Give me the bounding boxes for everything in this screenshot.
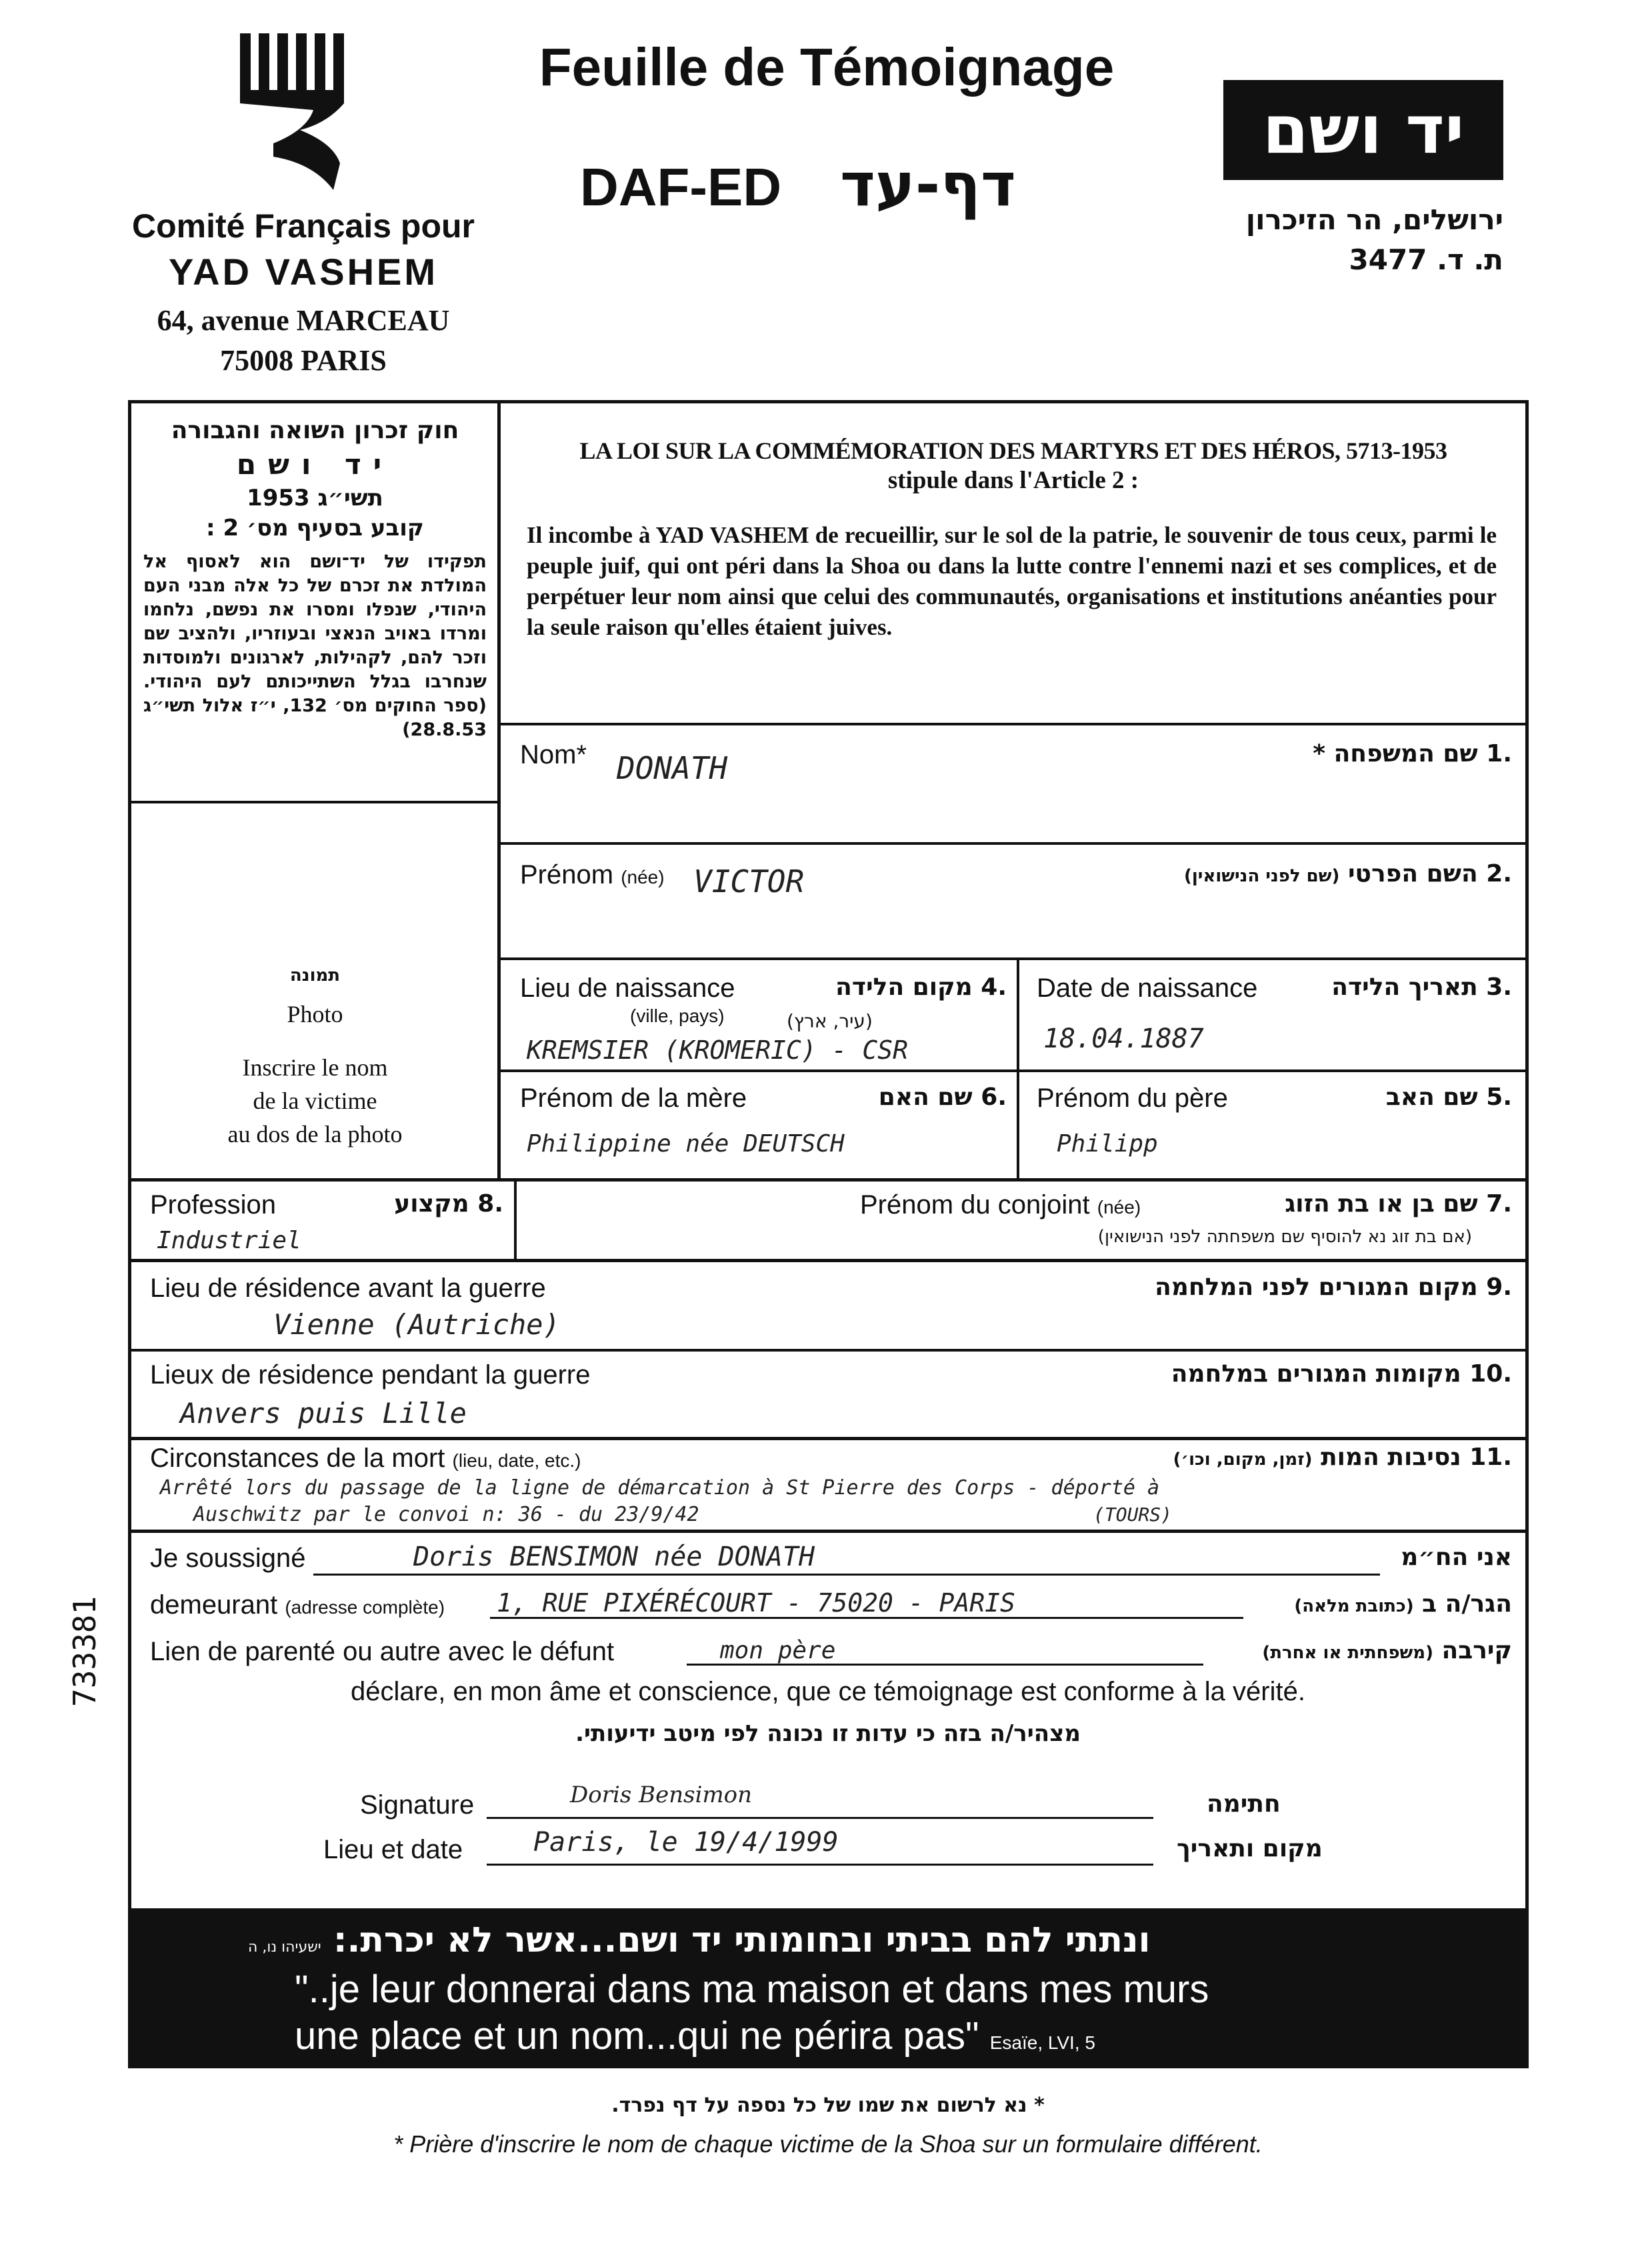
date-naissance-label: Date de naissance (1037, 973, 1258, 1003)
law-french-title: LA LOI SUR LA COMMÉMORATION DES MARTYRS ET DES HÉROS, 5713-1953 (579, 437, 1447, 464)
profession-value[interactable]: Industriel (157, 1227, 301, 1254)
photo-hebrew: תמונה (289, 965, 341, 985)
law-french-body: Il incombe à YAD VASHEM de recueillir, sur le sol de la patrie, le souvenir de tous ceux, parmi le peuple juif, qui ont péri dans la Shoa ou dans la lutte contre l'ennemi nazi et ses complices, et de perpétuer leur nom ainsi que celui des communautés, organisations et institutions anéanties pour la seule raison qu'elles étaient juives. (527, 522, 1497, 640)
banner-hebrew: ונתתי להם בביתי ובחומותי יד ושם...אשר לא יכרת.: ישעיהו נו, ה (248, 1920, 1151, 1960)
po-box: ת. ד. 3477 (1349, 243, 1503, 276)
law-hebrew-article: קובע בסעיף מס׳ 2 : (206, 515, 424, 541)
prenom-label: Prénom (née) (520, 860, 665, 889)
date-naissance-value[interactable]: 18.04.1887 (1043, 1023, 1204, 1054)
lien-hebrew: קירבה (משפחתית או אחרת) (1262, 1637, 1512, 1664)
lieu-date-label: Lieu et date (323, 1835, 463, 1864)
lieu-naissance-value[interactable]: KREMSIER (KROMERIC) - CSR (527, 1035, 908, 1065)
soussigne-value[interactable]: Doris BENSIMON née DONATH (413, 1542, 815, 1572)
photo-label: Photo (287, 1001, 343, 1027)
soussigne-hebrew: אני הח״מ (1401, 1544, 1512, 1571)
profession-label: Profession (150, 1190, 276, 1220)
page-title: Feuille de Témoignage (539, 37, 1115, 97)
lieu-naissance-label: Lieu de naissance (520, 973, 735, 1003)
yad-vashem-label: YAD VASHEM (168, 251, 439, 293)
prenom-value[interactable]: VICTOR (693, 863, 805, 899)
committee-label: Comité Français pour (132, 207, 475, 245)
law-hebrew-title: חוק זכרון השואה והגבורה (171, 417, 459, 444)
photo-instruction-3: au dos de la photo (227, 1121, 403, 1148)
pere-value[interactable]: Philipp (1057, 1130, 1158, 1158)
jerusalem-address: ירושלים, הר הזיכרון (1245, 203, 1503, 236)
declaration-text: déclare, en mon âme et conscience, que ce témoignage est conforme à la vérité. (351, 1677, 1305, 1706)
law-hebrew-year: תשי״ג 1953 (247, 485, 383, 511)
prenom-hebrew: .2 השם הפרטי (שם לפני הנישואין) (1183, 860, 1512, 887)
footer-hebrew-note: * נא לרשום את שמו של כל נספה על דף נפרד. (611, 2094, 1045, 2117)
mere-label: Prénom de la mère (520, 1083, 747, 1113)
signature-hebrew: חתימה (1207, 1790, 1281, 1818)
lieu-date-value[interactable]: Paris, le 19/4/1999 (533, 1827, 839, 1858)
residence-pendant-label: Lieux de résidence pendant la guerre (150, 1360, 591, 1390)
demeurant-value[interactable]: 1, RUE PIXÉRÉCOURT - 75020 - PARIS (497, 1588, 1015, 1618)
lieu-date-hebrew: מקום ותאריך (1177, 1835, 1323, 1862)
nom-label: Nom* (520, 740, 587, 769)
address-line-1: 64, avenue MARCEAU (157, 304, 450, 337)
residence-avant-value[interactable]: Vienne (Autriche) (273, 1308, 560, 1341)
footer-french-note: * Prière d'inscrire le nom de chaque victime de la Shoa sur un formulaire différent. (393, 2130, 1263, 2158)
law-hebrew-body: תפקידו של יד־ושם הוא לאסוף אל המולדת את זכרם של כל אלה מבני העם היהודי, שנפלו ומסרו את נפשם, נלחמו ומרדו באויב הנאצי ובעוזריו, ולהציב שם וזכר להם, לקהילות, לארגונים ולמוסדות שנחרבו בגלל השתייכותם לעם היהודי. (ספר החוקים מס׳ 132, י״ז אלול תשי״ג 28.8.53) (143, 551, 487, 740)
residence-avant-label: Lieu de résidence avant la guerre (150, 1274, 546, 1303)
demeurant-label: demeurant (adresse complète) (150, 1590, 445, 1620)
residence-pendant-hebrew: .10 מקומות המגורים במלחמה (1171, 1360, 1512, 1388)
mere-hebrew: .6 שם האם (878, 1083, 1007, 1111)
residence-pendant-value[interactable]: Anvers puis Lille (180, 1397, 467, 1430)
law-french-subtitle: stipule dans l'Article 2 : (887, 467, 1139, 494)
archive-stamp: 733381 (67, 1596, 103, 1707)
photo-instruction-1: Inscrire le nom (242, 1054, 388, 1081)
nom-hebrew: .1 שם המשפחה * (1313, 740, 1512, 767)
lieu-naissance-note: (ville, pays) (630, 1005, 725, 1026)
circonstances-hebrew: .11 נסיבות המות (זמן, מקום, וכו׳) (1173, 1444, 1512, 1471)
profession-hebrew: .8 מקצוע (394, 1190, 503, 1218)
soussigne-label: Je soussigné (150, 1544, 306, 1573)
law-hebrew-yad-vashem: יד ושם (236, 448, 394, 481)
lieu-naissance-hebrew: .4 מקום הלידה (835, 973, 1007, 1001)
circonstances-label: Circonstances de la mort (lieu, date, etc.) (150, 1444, 581, 1473)
daf-ed-hebrew: דף-עד (840, 150, 1016, 220)
lien-label: Lien de parenté ou autre avec le défunt (150, 1637, 615, 1666)
conjoint-hebrew-note: (אם בת זוג נא להוסיף שם משפחתה לפני הנישואין) (1097, 1227, 1472, 1247)
signature-label: Signature (360, 1790, 475, 1820)
daf-ed-label: DAF-ED (580, 157, 782, 217)
circonstances-value-line1[interactable]: Arrêté lors du passage de la ligne de démarcation à St Pierre des Corps - déporté à (160, 1476, 1160, 1500)
circonstances-value-line2[interactable]: Auschwitz par le convoi n: 36 - du 23/9/42 (193, 1503, 699, 1526)
signature-value[interactable]: Doris Bensimon (570, 1782, 753, 1808)
banner-french-line-1: "..je leur donnerai dans ma maison et dans mes murs (295, 1968, 1209, 2011)
address-line-2: 75008 PARIS (220, 344, 387, 377)
conjoint-label: Prénom du conjoint (née) (860, 1190, 1141, 1220)
lien-value[interactable]: mon père (720, 1637, 836, 1664)
pere-label: Prénom du père (1037, 1083, 1228, 1113)
menorah-logo (233, 30, 360, 197)
lieu-naissance-hebrew-note: (עיר, ארץ) (787, 1010, 873, 1032)
quote-banner (128, 1908, 1529, 2068)
declaration-hebrew: מצהיר/ה בזה כי עדות זו נכונה לפי מיטב ידיעותי. (575, 1720, 1081, 1747)
date-naissance-hebrew: .3 תאריך הלידה (1331, 973, 1512, 1001)
demeurant-hebrew: הגר/ה ב (כתובת מלאה) (1294, 1590, 1512, 1618)
residence-avant-hebrew: .9 מקום המגורים לפני המלחמה (1155, 1274, 1512, 1301)
photo-instruction-2: de la victime (253, 1087, 377, 1114)
mere-value[interactable]: Philippine née DEUTSCH (527, 1130, 845, 1158)
conjoint-hebrew: .7 שם בן או בת הזוג (1285, 1190, 1512, 1218)
pere-hebrew: .5 שם האב (1385, 1083, 1512, 1111)
circonstances-value-tours[interactable]: (TOURS) (1093, 1504, 1173, 1526)
banner-french-line-2: une place et un nom...qui ne périra pas" Esaïe, LVI, 5 (295, 2014, 1095, 2058)
law-french-block (503, 437, 1523, 643)
yad-vashem-logo: יד ושם (1223, 80, 1503, 180)
nom-value[interactable]: DONATH (617, 750, 728, 786)
